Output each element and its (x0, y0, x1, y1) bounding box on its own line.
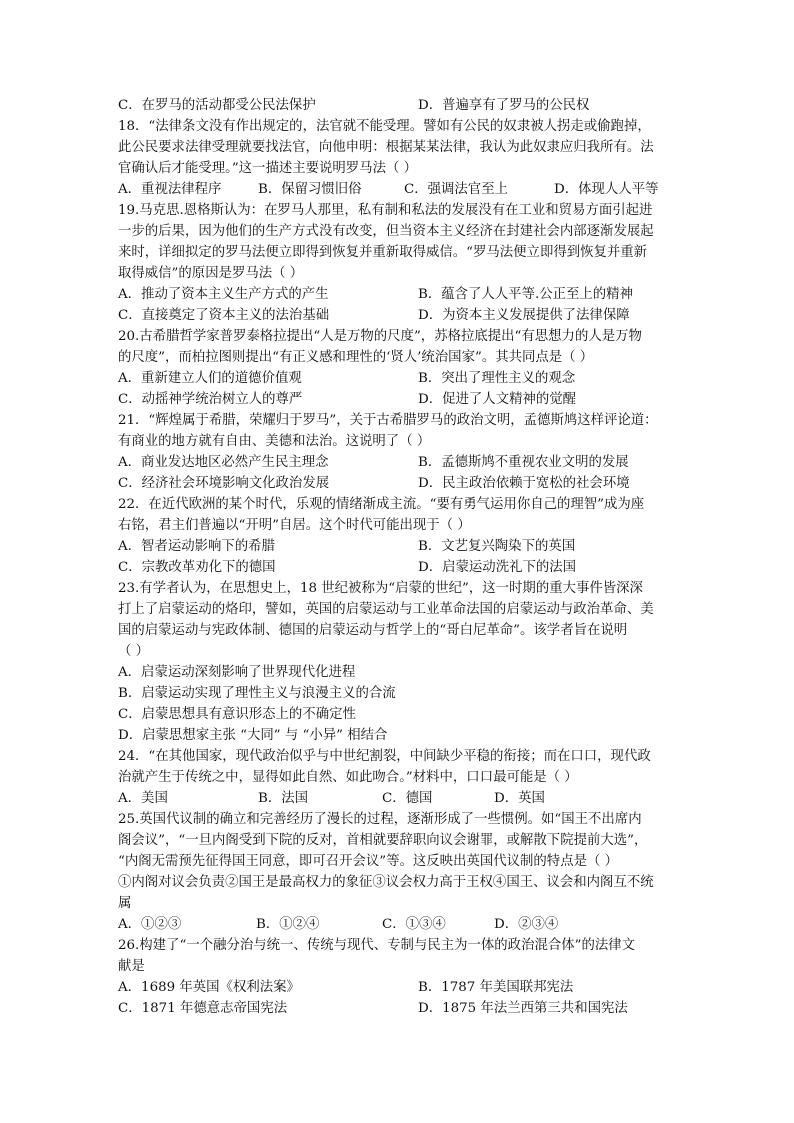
q25-stem-line-4: ①内阁对议会负责②国王是最高权力的象征③议会权力高于王权④国王、议会和内阁互不统 (118, 875, 654, 890)
q19-option-b[interactable]: B．蕴含了人人平等.公正至上的精神 (418, 287, 633, 302)
q20-options-row-1 (118, 368, 678, 389)
q21-stem-line-1: 21．“辉煌属于希腊，荣耀归于罗马”，关于古希腊罗马的政治文明，孟德斯鸠这样评论道： (118, 413, 658, 428)
q21-option-b[interactable]: B．孟德斯鸠不重视农业文明的发展 (418, 455, 629, 470)
q19-option-d[interactable]: D．为资本主义发展提供了法律保障 (418, 308, 630, 323)
q19-stem-line-1: 19.马克思.恩格斯认为：在罗马人那里，私有制和私法的发展没有在工业和贸易方面引起进 (118, 203, 653, 218)
q25-options (118, 914, 678, 935)
q23-option-a[interactable]: A．启蒙运动深刻影响了世界现代化进程 (118, 665, 356, 680)
q22-stem-line-2: 右铭，君主们普遍以“开明”自居。这个时代可能出现于（ ） (118, 518, 471, 533)
q21-options-row-2 (118, 473, 678, 494)
q18-option-a[interactable]: A．重视法律程序 (118, 182, 222, 197)
q20-stem-line-2: 的尺度”，而柏拉图则提出“有正义感和理性的‘贤人’统治国家”。其共同点是（ ） (118, 350, 594, 365)
q18-stem-line-1: 18．“法律条文没有作出规定的，法官就不能受理。譬如有公民的奴隶被人拐走或偷跑掉， (118, 119, 651, 134)
q24-option-b[interactable]: B．法国 (258, 791, 309, 806)
q26-stem-line-2: 献是 (118, 959, 145, 974)
q20-stem-line-1: 20.古希腊哲学家普罗泰格拉提出“人是万物的尺度”，苏格拉底提出“有思想力的人是万物 (118, 329, 642, 344)
q21-stem-line-2: 有商业的地方就有自由、美德和法治。这说明了（ ） (118, 434, 431, 449)
q18-option-d[interactable]: D．体现人人平等 (554, 182, 659, 197)
q22-option-c[interactable]: C．宗教改革劝化下的德国 (118, 560, 276, 575)
q25-option-a[interactable]: A．①②③ (118, 917, 182, 932)
q23-stem-line-3: 国的启蒙运动与宪政体制、德国的启蒙运动与哲学上的“哥白尼革命”。该学者旨在说明 (118, 623, 628, 638)
q25-stem-line-3: “内阁无需预先征得国王同意，即可召开会议”等。这反映出英国代议制的特点是（ ） (118, 854, 619, 869)
q19-options-row-1 (118, 284, 678, 305)
q17-option-d[interactable]: D．普遍享有了罗马的公民权 (418, 98, 590, 113)
q25-stem-line-1: 25.英国代议制的确立和完善经历了漫长的过程，逐渐形成了一些惯例。如“国王不出席内 (118, 812, 642, 827)
q24-option-d[interactable]: D．英国 (494, 791, 545, 806)
q26-option-c[interactable]: C．1871 年德意志帝国宪法 (118, 1001, 288, 1016)
q20-options-row-2 (118, 389, 678, 410)
question-20 (118, 326, 678, 410)
q23-option-c[interactable]: C．启蒙思想具有意识形态上的不确定性 (118, 707, 356, 722)
q25-option-b[interactable]: B．①②④ (256, 917, 320, 932)
q22-stem-line-1: 22．在近代欧洲的某个时代，乐观的情绪渐成主流。“要有勇气运用你自己的理智”成为座 (118, 497, 645, 512)
q23-option-d[interactable]: D．启蒙思想家主张 “大同” 与 “小异” 相结合 (118, 728, 388, 743)
q23-stem-line-1: 23.有学者认为，在思想史上，18 世纪被称为“启蒙的世纪”，这一时期的重大事件皆深深 (118, 581, 643, 596)
q21-options-row-1 (118, 452, 678, 473)
q18-option-b[interactable]: B．保留习惯旧俗 (258, 182, 362, 197)
q24-options (118, 788, 678, 809)
question-23 (118, 578, 678, 746)
q20-option-b[interactable]: B．突出了理性主义的观念 (418, 371, 576, 386)
q17-option-c[interactable]: C．在罗马的活动都受公民法保护 (118, 98, 316, 113)
question-22 (118, 494, 678, 578)
q19-stem-line-2: 一步的后果，因为他们的生产方式没有改变，但当资本主义经济在封建社会内部逐渐发展起 (118, 224, 654, 239)
q20-option-d[interactable]: D．促进了人文精神的觉醒 (418, 392, 577, 407)
question-26 (118, 935, 678, 1019)
q26-stem-line-1: 26.构建了“一个融分治与统一、传统与现代、专制与民主为一体的政治混合体”的法律文 (118, 938, 636, 953)
q24-option-c[interactable]: C．德国 (382, 791, 433, 806)
q19-stem-line-3: 来时，详细拟定的罗马法便立即得到恢复并重新取得威信。“罗马法便立即得到恢复并重新 (118, 245, 648, 260)
exam-page (118, 95, 678, 1019)
q20-option-a[interactable]: A．重新建立人们的道德价值观 (118, 371, 302, 386)
q23-stem-line-2: 打上了启蒙运动的烙印，譬如，英国的启蒙运动与工业革命法国的启蒙运动与政治革命、美 (118, 602, 654, 617)
q25-stem-line-2: 阁会议”，“一旦内阁受到下院的反对，首相就要辞职向议会谢罪，或解散下院提前大选”， (118, 833, 648, 848)
q19-stem-line-4: 取得威信”的原因是罗马法（ ） (118, 266, 304, 281)
q20-option-c[interactable]: C．动摇神学统治树立人的尊严 (118, 392, 303, 407)
question-18 (118, 116, 678, 200)
q17-options (118, 95, 678, 116)
q25-stem-line-5: 属 (118, 896, 132, 911)
q22-options-row-1 (118, 536, 678, 557)
q22-option-d[interactable]: D．启蒙运动洗礼下的法国 (418, 560, 577, 575)
q26-option-b[interactable]: B．1787 年美国联邦宪法 (418, 980, 574, 995)
q26-options-row-1 (118, 977, 678, 998)
q24-stem-line-1: 24．“在其他国家，现代政治似乎与中世纪割裂，中间缺少平稳的衔接；而在口口，现代政 (118, 749, 651, 764)
q25-option-c[interactable]: C．①③④ (382, 917, 446, 932)
q18-options (118, 179, 678, 200)
q22-option-a[interactable]: A．智者运动影响下的希腊 (118, 539, 275, 554)
q19-options-row-2 (118, 305, 678, 326)
q22-option-b[interactable]: B．文艺复兴陶染下的英国 (418, 539, 576, 554)
q26-option-a[interactable]: A．1689 年英国《权利法案》 (118, 980, 300, 995)
q23-stem-line-4: （ ） (118, 644, 150, 659)
q25-option-d[interactable]: D．②③④ (494, 917, 559, 932)
question-25 (118, 809, 678, 935)
q18-option-c[interactable]: C．强调法官至上 (404, 182, 508, 197)
q26-options-row-2 (118, 998, 678, 1019)
q24-option-a[interactable]: A．美国 (118, 791, 168, 806)
q21-option-d[interactable]: D．民主政治依赖于宽松的社会环境 (418, 476, 630, 491)
q21-option-c[interactable]: C．经济社会环境影响文化政治发展 (118, 476, 330, 491)
q21-option-a[interactable]: A．商业发达地区必然产生民主理念 (118, 455, 329, 470)
q19-option-a[interactable]: A．推动了资本主义生产方式的产生 (118, 287, 329, 302)
q18-stem-line-3: 官确认后才能受理。”这一描述主要说明罗马法（ ） (118, 161, 417, 176)
question-24 (118, 746, 678, 809)
question-19 (118, 200, 678, 326)
q18-stem-line-2: 此公民要求法律受理就要找法官，向他申明：根据某某法律，我认为此奴隶应归我所有。法 (118, 140, 654, 155)
q26-option-d[interactable]: D．1875 年法兰西第三共和国宪法 (418, 1001, 628, 1016)
q22-options-row-2 (118, 557, 678, 578)
q23-option-b[interactable]: B．启蒙运动实现了理性主义与浪漫主义的合流 (118, 686, 396, 701)
q24-stem-line-2: 治就产生于传统之中，显得如此自然、如此吻合。”材料中，口口最可能是（ ） (118, 770, 578, 785)
q19-option-c[interactable]: C．直接奠定了资本主义的法治基础 (118, 308, 330, 323)
question-21 (118, 410, 678, 494)
